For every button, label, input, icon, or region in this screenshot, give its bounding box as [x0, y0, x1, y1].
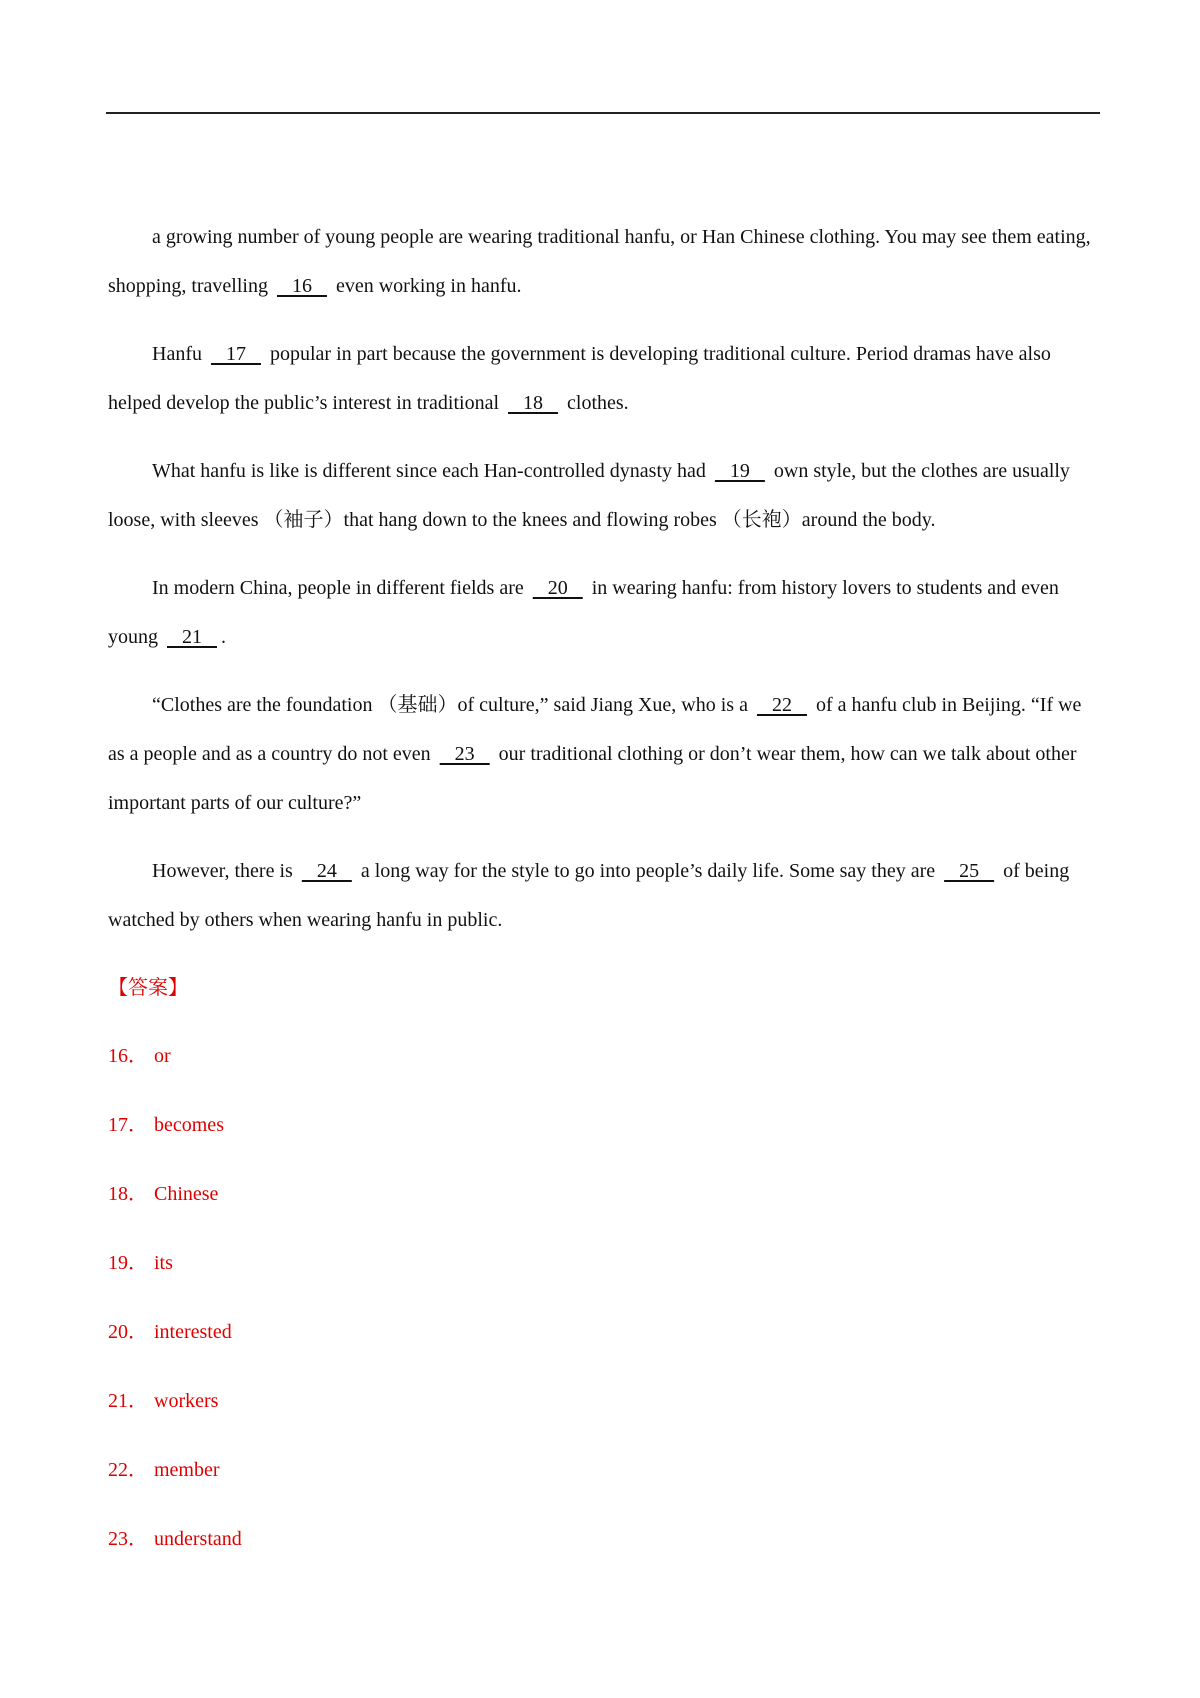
blank-17: 17: [210, 343, 261, 365]
passage-text: Hanfu: [152, 343, 207, 365]
answer-text: understand: [154, 1528, 242, 1550]
answer-text: workers: [154, 1390, 219, 1412]
passage-text: clothes.: [562, 392, 629, 414]
answer-number: 19．: [108, 1252, 148, 1274]
answer-text: becomes: [154, 1114, 224, 1136]
blank-16: 16: [276, 275, 327, 297]
answer-heading: 【答案】: [108, 977, 188, 999]
blank-19: 19: [714, 460, 765, 482]
answer-list: [108, 1032, 1102, 1564]
passage-text: In modern China, people in different fields are: [152, 577, 529, 599]
answer-number: 17．: [108, 1114, 148, 1136]
passage: [108, 213, 1102, 945]
answer-text: or: [154, 1045, 171, 1067]
passage-text: What hanfu is like is different since each Han-controlled dynasty had: [152, 460, 711, 482]
blank-25: 25: [944, 860, 995, 882]
passage-text: our traditional clothing or don’t wear them, how can we talk about other important parts of our culture?”: [108, 743, 1077, 814]
passage-text: even working in hanfu.: [330, 275, 522, 297]
page-content: [108, 213, 1102, 1584]
passage-text: own style, but the clothes are usually loose, with sleeves （袖子）that hang down to the knees and flowing robes （长袍）around the body.: [108, 460, 1070, 531]
passage-text: .: [221, 626, 226, 648]
answer-item: [108, 1239, 1102, 1288]
answer-number: 18．: [108, 1183, 148, 1205]
answer-item: [108, 1377, 1102, 1426]
blank-23: 23: [439, 743, 490, 765]
passage-paragraph: [108, 681, 1102, 828]
passage-paragraph: [108, 213, 1102, 311]
answer-number: 22．: [108, 1459, 148, 1481]
passage-text: popular in part because the government is developing traditional culture. Period dramas have also helped develop the public’s interest in traditional: [108, 343, 1051, 414]
answer-text: interested: [154, 1321, 232, 1343]
blank-22: 22: [756, 694, 807, 716]
answer-number: 23．: [108, 1528, 148, 1550]
passage-text: of a hanfu club in Beijing. “If we as a people and as a country do not even: [108, 694, 1082, 765]
blank-18: 18: [508, 392, 559, 414]
answer-number: 20．: [108, 1321, 148, 1343]
passage-text: However, there is: [152, 860, 298, 882]
answer-text: member: [154, 1459, 220, 1481]
answer-text: its: [154, 1252, 173, 1274]
blank-24: 24: [301, 860, 352, 882]
passage-paragraph: [108, 447, 1102, 545]
passage-text: in wearing hanfu: from history lovers to students and even young: [108, 577, 1059, 648]
blank-21: 21: [167, 626, 217, 648]
blank-20: 20: [532, 577, 583, 599]
answer-number: 16．: [108, 1045, 148, 1067]
passage-paragraph: [108, 330, 1102, 428]
answer-item: [108, 1032, 1102, 1081]
answer-item: [108, 1170, 1102, 1219]
passage-paragraph: [108, 847, 1102, 945]
answer-item: [108, 1308, 1102, 1357]
passage-paragraph: [108, 564, 1102, 662]
passage-text: “Clothes are the foundation （基础）of culture,” said Jiang Xue, who is a: [152, 694, 753, 716]
answer-text: Chinese: [154, 1183, 219, 1205]
passage-text: of being watched by others when wearing hanfu in public.: [108, 860, 1070, 931]
answer-item: [108, 1446, 1102, 1495]
passage-text: a growing number of young people are wearing traditional hanfu, or Han Chinese clothing. You may see them eating, shopping, travelling: [108, 226, 1091, 297]
header-rule: [106, 112, 1100, 114]
answer-item: [108, 1101, 1102, 1150]
answer-number: 21．: [108, 1390, 148, 1412]
passage-text: a long way for the style to go into people’s daily life. Some say they are: [355, 860, 941, 882]
answer-item: [108, 1515, 1102, 1564]
